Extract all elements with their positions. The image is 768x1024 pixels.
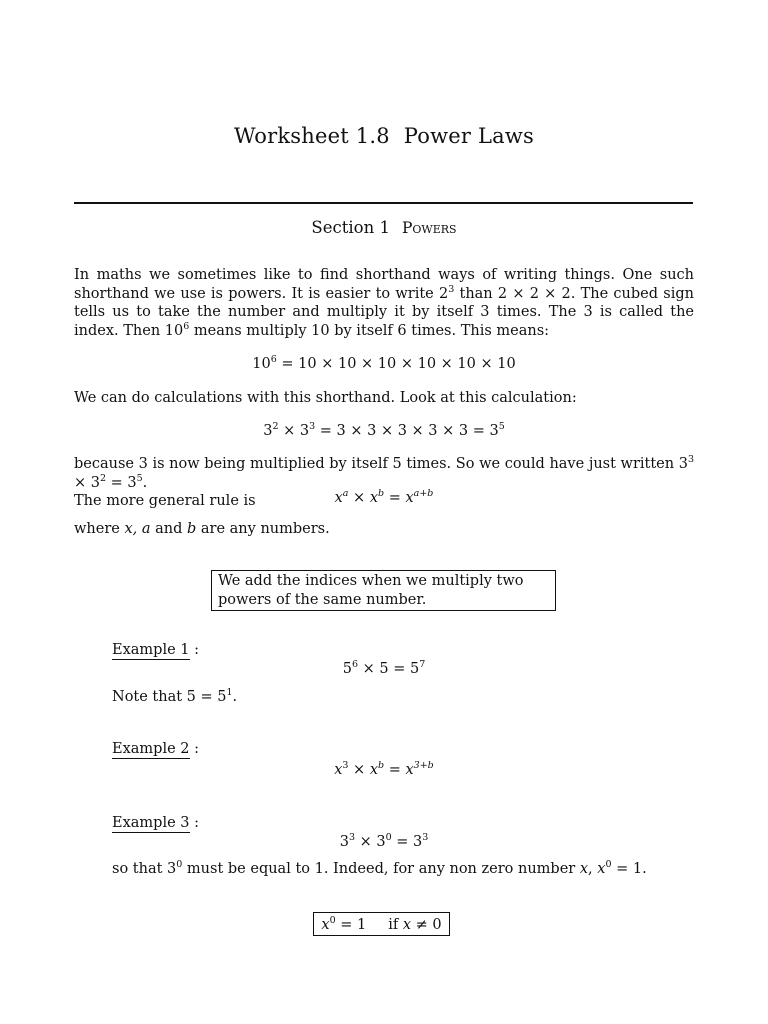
eq2-a: 3 [263,423,273,439]
eq2-a-exp: 2 [272,421,279,432]
ex3-lhs-exp: 3 [348,832,355,843]
equation-general-rule [0,490,768,506]
page-title [0,124,768,148]
ex3-note-d: = 1. [611,861,647,877]
ex1-rhs-exp: 7 [419,659,426,670]
ex1-note-exp: 1 [226,687,233,698]
worksheet-topic: Power Laws [403,124,535,148]
example-1-equation [0,661,768,677]
example-3-note [112,861,647,877]
example-2-label [112,741,199,757]
eq2-b: × 3 [278,423,310,439]
intro-exponent-2: 6 [183,320,190,332]
zero-box-exp: 0 [329,915,336,926]
where-vars-1: x, a [124,521,151,537]
where-text-2: and [150,521,187,537]
ex1-note-text: Note that 5 = 5 [112,689,227,705]
ex3-equals: = 3 [391,834,423,850]
example-1-label [112,642,199,658]
section-label: Section 1 [311,218,390,237]
eq2-c-exp: 5 [498,421,505,432]
example-2-title: Example 2 [112,741,190,757]
eq3-e2: b [378,488,385,499]
ex3-note-c: , [588,861,598,877]
equation-three-powers [0,423,768,439]
worksheet-number: Worksheet 1.8 [233,124,390,148]
because-text-2: × 3 [74,474,100,491]
ex3-note-x: x [579,861,589,877]
eq3-x1: x [334,490,343,506]
eq3-x2: x [369,490,379,506]
general-rule-text: The more general rule is [74,493,256,509]
intro-paragraph [74,266,694,340]
example-3-colon: : [189,815,199,831]
zero-box-x: x [321,917,330,933]
example-2-colon: : [189,741,199,757]
intro-text-3: means multiply 10 by itself 6 times. This means: [189,322,550,339]
section-name: Powers [401,219,457,237]
eq3-e3: a+b [413,488,434,499]
ex3-note-x2: x [597,861,606,877]
ex3-note-exp1: 0 [176,859,183,870]
ex3-note-a: so that 3 [112,861,177,877]
rule-box: We add the indices when we multiply two powers of the same number. [211,570,556,611]
eq1-base: 10 [252,356,271,372]
because-text-3: = 3 [106,474,137,491]
equation-ten-to-six [0,356,768,372]
example-1-title: Example 1 [112,642,190,658]
ex3-note-b: must be equal to 1. Indeed, for any non zero number [182,861,580,877]
ex3-rhs-exp: 3 [422,832,429,843]
because-exp-3: 5 [136,472,143,484]
where-text [74,520,694,539]
eq2-b-exp: 3 [309,421,316,432]
zero-box-cond-rest: ≠ 0 [411,917,442,933]
eq2-c: = 3 × 3 × 3 × 3 × 3 = 3 [315,423,499,439]
zero-box-equals: = 1 [335,917,367,933]
because-exp-2: 2 [99,472,107,484]
because-exp-1: 3 [687,454,694,465]
eq3-x3: x [405,490,414,506]
ex1-note-end: . [232,689,238,705]
example-1-colon: : [189,642,199,658]
eq3-equals: = [384,490,406,506]
title-divider [74,202,693,204]
section-heading [0,218,768,237]
example-3-equation [0,834,768,850]
ex2-times: × [348,762,370,778]
eq3-e1: a [342,488,349,499]
ex3-mid-exp: 0 [385,832,392,843]
example-3-title: Example 3 [112,815,190,831]
ex3-lhs: 3 [339,834,349,850]
ex2-e2: b [378,760,385,771]
ex2-e1: 3 [342,760,349,771]
example-3-label [112,815,199,831]
ex2-x1: x [334,762,343,778]
intro-text-1: In maths we sometimes like to find shorthand ways of writing things. One such shorthand we use is powers. It is easier to write 2 [74,267,694,302]
ex2-equals: = [384,762,406,778]
ex1-lhs: 5 [342,661,352,677]
where-vars-2: b [186,521,197,537]
intro-text-2: than 2 × 2 × 2. The cubed sign tells us to take the number and multiply it by itself 3 times. The 3 is called the index. Then 10 [74,285,694,339]
calc-intro-text: We can do calculations with this shorthand. Look at this calculation: [74,390,577,406]
ex1-lhs-exp: 6 [351,659,359,670]
because-text-4: . [142,474,148,491]
intro-exponent-1: 3 [448,283,455,295]
where-text-1: where [74,521,125,537]
where-text-3: are any numbers. [196,521,330,537]
ex3-note-exp2: 0 [605,859,612,870]
ex2-e3: 3+b [413,760,434,771]
eq1-exponent: 6 [270,354,277,365]
zero-box-cond-x: x [402,917,412,933]
example-1-note [112,689,237,705]
eq1-expansion: = 10 × 10 × 10 × 10 × 10 × 10 [276,356,516,372]
example-2-equation [0,762,768,778]
ex3-mid: × 3 [355,834,386,850]
zero-power-box [313,912,450,936]
because-text-1: because 3 is now being multiplied by itself 5 times. So we could have just written 3 [74,456,688,472]
ex2-x2: x [369,762,379,778]
eq3-times: × [348,490,370,506]
ex1-mid: × 5 = 5 [358,661,420,677]
ex2-x3: x [405,762,414,778]
zero-box-if: if [388,917,403,933]
